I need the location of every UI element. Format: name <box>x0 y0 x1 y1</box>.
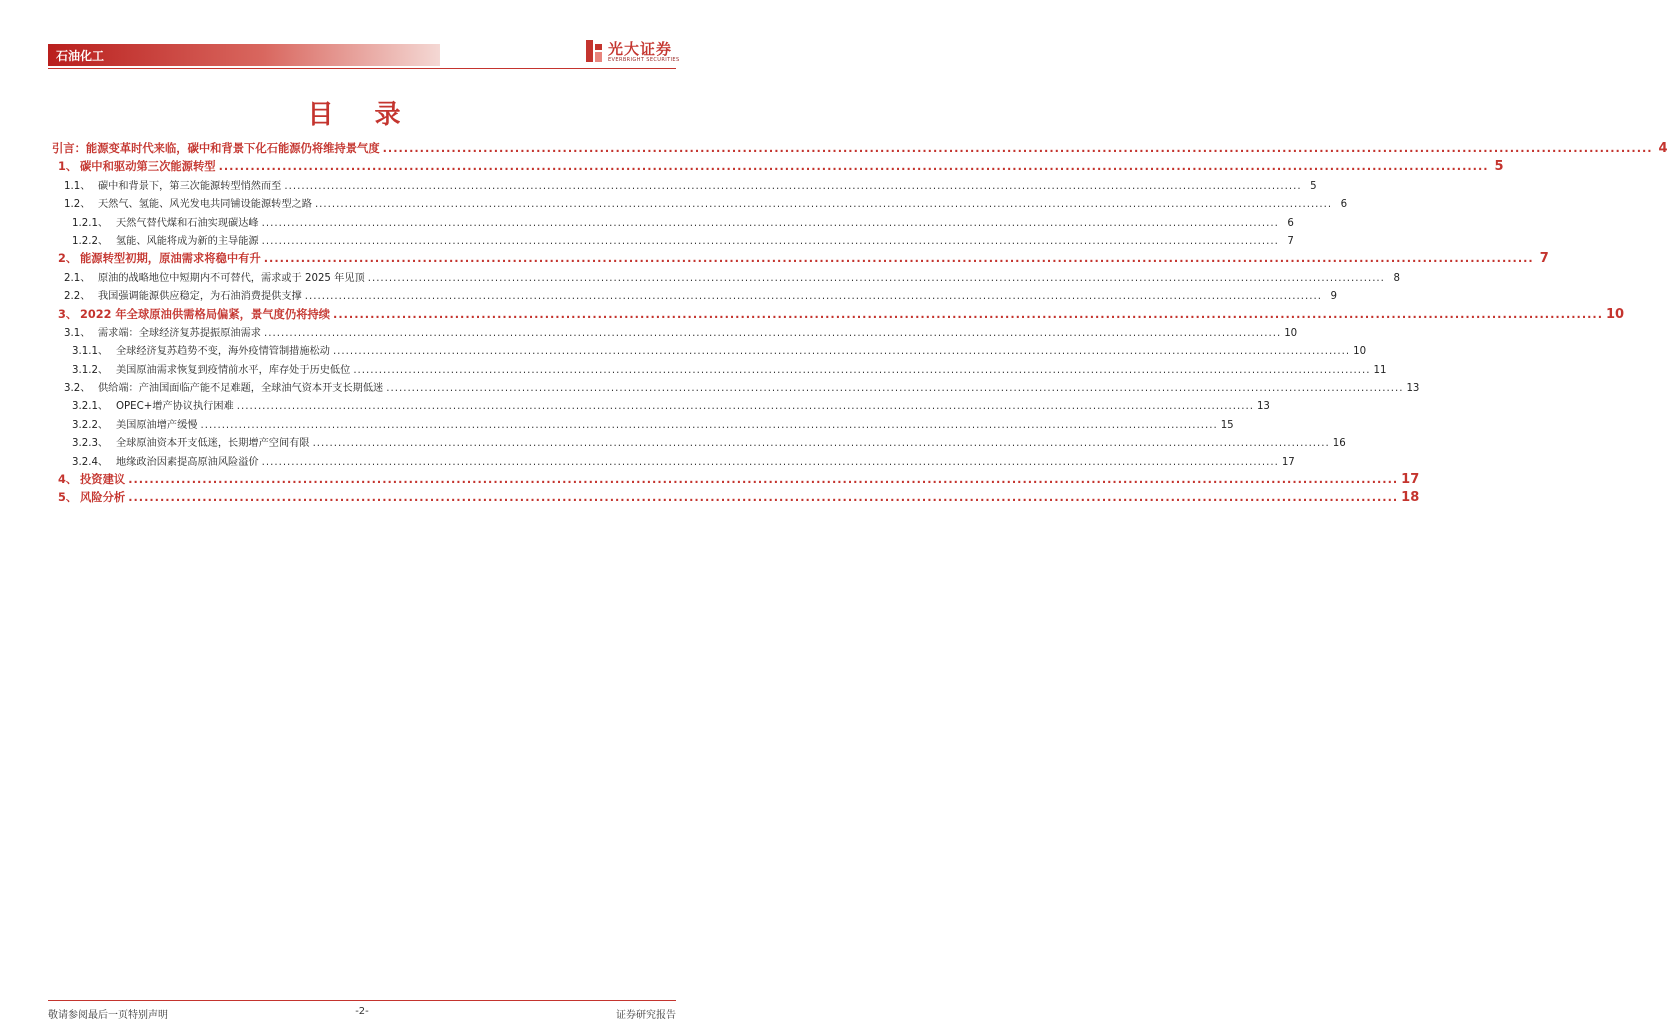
toc-entry[interactable] <box>48 489 1420 507</box>
toc-leader-dots: ................................................................................................................................................................................................................................................ <box>386 383 1404 395</box>
toc-entry-title: 地缘政治因素提高原油风险溢价 <box>116 456 259 468</box>
toc-leader-dots: ................................................................................................................................................................................................................................................ <box>236 401 1254 413</box>
toc-entry-page: 6 <box>1287 217 1294 229</box>
header-divider <box>48 68 676 69</box>
toc-leader-dots: ................................................................................................................................................................................................................................................ <box>264 327 1282 339</box>
toc-entry-number: 1.2、 <box>64 199 91 211</box>
toc-entry[interactable] <box>48 361 1387 379</box>
toc-entry-page: 17 <box>1281 456 1295 468</box>
toc-entry-page: 16 <box>1332 438 1346 450</box>
toc-entry-title: 美国原油需求恢复到疫情前水平，库存处于历史低位 <box>116 364 351 376</box>
toc-entry-title: 能源转型初期，原油需求将稳中有升 <box>80 252 261 266</box>
table-of-contents <box>48 140 1668 508</box>
section-tag: 石油化工 <box>56 49 105 63</box>
toc-entry[interactable] <box>48 140 1668 158</box>
toc-leader-dots: ................................................................................................................................................................................................................................................ <box>332 346 1351 358</box>
toc-entry-number: 3.2.3、 <box>72 438 109 450</box>
toc-entry[interactable] <box>48 342 1367 360</box>
toc-leader-dots: ................................................................................................................................................................................................................................................ <box>128 491 1399 505</box>
toc-entry-number: 2.1、 <box>64 272 91 284</box>
toc-entry-page: 5 <box>1310 180 1317 192</box>
toc-entry[interactable] <box>48 195 1348 213</box>
toc-entry-number: 3、 <box>58 307 78 321</box>
toc-entry[interactable] <box>48 471 1420 489</box>
toc-leader-dots: ................................................................................................................................................................................................................................................ <box>200 419 1218 431</box>
toc-entry-title: 全球经济复苏趋势不变，海外疫情管制措施松动 <box>116 346 330 358</box>
toc-leader-dots: ................................................................................................................................................................................................................................................ <box>333 307 1603 321</box>
footer-disclaimer: 敬请参阅最后一页特别声明 <box>48 1010 168 1021</box>
toc-entry[interactable] <box>48 214 1294 232</box>
toc-entry-page: 15 <box>1220 419 1234 431</box>
toc-entry-title: 氢能、风能将成为新的主导能源 <box>116 235 259 247</box>
toc-leader-dots: ................................................................................................................................................................................................................................................ <box>261 217 1279 229</box>
toc-entry-title: 碳中和驱动第三次能源转型 <box>80 160 216 174</box>
toc-entry[interactable] <box>48 269 1400 287</box>
toc-entry-title: 美国原油增产缓慢 <box>116 419 198 431</box>
toc-leader-dots: ................................................................................................................................................................................................................................................ <box>284 180 1302 192</box>
toc-entry-page: 13 <box>1256 401 1270 413</box>
toc-leader-dots: ................................................................................................................................................................................................................................................ <box>128 473 1399 487</box>
toc-entry-number: 1.1、 <box>64 180 91 192</box>
toc-entry-page: 10 <box>1606 306 1625 322</box>
toc-entry-number: 3.2.2、 <box>72 419 109 431</box>
toc-entry-page: 7 <box>1287 235 1294 247</box>
toc-entry-title: 风险分析 <box>80 491 126 505</box>
toc-entry-page: 10 <box>1353 346 1367 358</box>
toc-entry-number: 3.2、 <box>64 383 91 395</box>
toc-entry[interactable] <box>48 250 1549 268</box>
toc-entry-number: 5、 <box>58 491 78 505</box>
toc-entry-page: 18 <box>1401 490 1420 506</box>
toc-entry-number: 3.2.4、 <box>72 456 109 468</box>
toc-entry[interactable] <box>48 453 1295 471</box>
toc-leader-dots: ................................................................................................................................................................................................................................................ <box>314 199 1333 211</box>
footer-report-type: 证券研究报告 <box>616 1010 676 1021</box>
toc-entry-title: 天然气、氢能、风光发电共同铺设能源转型之路 <box>98 199 312 211</box>
toc-entry-title: 原油的战略地位中短期内不可替代，需求或于 2025 年见顶 <box>98 272 365 284</box>
toc-entry-title: 碳中和背景下，第三次能源转型悄然而至 <box>98 180 282 192</box>
footer-divider <box>48 1000 676 1001</box>
toc-title: 目 录 <box>307 100 417 130</box>
toc-entry[interactable] <box>48 306 1625 324</box>
toc-entry[interactable] <box>48 232 1294 250</box>
brand-logo <box>584 38 680 66</box>
toc-entry-page: 9 <box>1330 291 1337 303</box>
brand-name-cn: 光大证券 <box>608 40 673 58</box>
toc-leader-dots: ................................................................................................................................................................................................................................................ <box>304 291 1322 303</box>
toc-entry-number: 1、 <box>58 160 78 174</box>
toc-entry-number: 3.2.1、 <box>72 401 109 413</box>
brand-mark-icon <box>584 38 604 64</box>
toc-entry-number: 1.2.1、 <box>72 217 109 229</box>
toc-entry-title: 天然气替代煤和石油实现碳达峰 <box>116 217 259 229</box>
toc-entry-page: 10 <box>1284 327 1298 339</box>
toc-entry-page: 7 <box>1539 251 1549 267</box>
toc-entry-number: 3.1、 <box>64 327 91 339</box>
toc-entry[interactable] <box>48 416 1234 434</box>
toc-entry-number: 1.2.2、 <box>72 235 109 247</box>
toc-entry[interactable] <box>48 324 1298 342</box>
toc-entry-page: 11 <box>1373 364 1387 376</box>
toc-entry-title: 全球原油资本开支低迷，长期增产空间有限 <box>116 438 310 450</box>
toc-entry-page: 5 <box>1494 159 1504 175</box>
toc-entry[interactable] <box>48 177 1317 195</box>
toc-entry-title: OPEC+增产协议执行困难 <box>116 401 234 413</box>
toc-leader-dots: ................................................................................................................................................................................................................................................ <box>353 364 1371 376</box>
toc-entry-number: 4、 <box>58 473 78 487</box>
toc-entry-title: 供给端：产油国面临产能不足难题，全球油气资本开支长期低迷 <box>98 383 384 395</box>
toc-leader-dots: ................................................................................................................................................................................................................................................ <box>312 438 1330 450</box>
toc-entry[interactable] <box>48 379 1420 397</box>
brand-name-en: EVERBRIGHT SECURITIES <box>608 57 680 63</box>
toc-leader-dots: ................................................................................................................................................................................................................................................ <box>261 235 1279 247</box>
toc-entry-title: 我国强调能源供应稳定，为石油消费提供支撑 <box>98 291 302 303</box>
toc-entry-page: 17 <box>1401 472 1420 488</box>
toc-leader-dots: ................................................................................................................................................................................................................................................ <box>367 272 1385 284</box>
toc-entry-title: 2022 年全球原油供需格局偏紧，景气度仍将持续 <box>80 307 331 321</box>
toc-leader-dots: ................................................................................................................................................................................................................................................ <box>263 252 1534 266</box>
toc-entry-page: 4 <box>1658 141 1668 156</box>
toc-entry-title: 投资建议 <box>80 473 126 487</box>
toc-entry-number: 2、 <box>58 252 78 266</box>
toc-entry[interactable] <box>48 397 1270 415</box>
toc-leader-dots: ................................................................................................................................................................................................................................................ <box>382 142 1653 155</box>
toc-leader-dots: ................................................................................................................................................................................................................................................ <box>261 456 1279 468</box>
toc-entry[interactable] <box>48 158 1504 176</box>
toc-entry-page: 6 <box>1340 199 1348 211</box>
toc-entry-page: 13 <box>1406 383 1420 395</box>
toc-entry-number: 2.2、 <box>64 291 91 303</box>
section-tag-band <box>48 44 440 66</box>
toc-entry-title: 引言：能源变革时代来临，碳中和背景下化石能源仍将维持景气度 <box>52 142 380 155</box>
toc-entry[interactable] <box>48 287 1337 305</box>
toc-entry-number: 3.1.1、 <box>72 346 109 358</box>
toc-entry-page: 8 <box>1393 272 1400 284</box>
toc-entry-number: 3.1.2、 <box>72 364 109 376</box>
page-number: -2- <box>355 1006 369 1017</box>
toc-entry[interactable] <box>48 434 1346 452</box>
toc-entry-title: 需求端：全球经济复苏提振原油需求 <box>98 327 261 339</box>
toc-leader-dots: ................................................................................................................................................................................................................................................ <box>218 160 1489 174</box>
